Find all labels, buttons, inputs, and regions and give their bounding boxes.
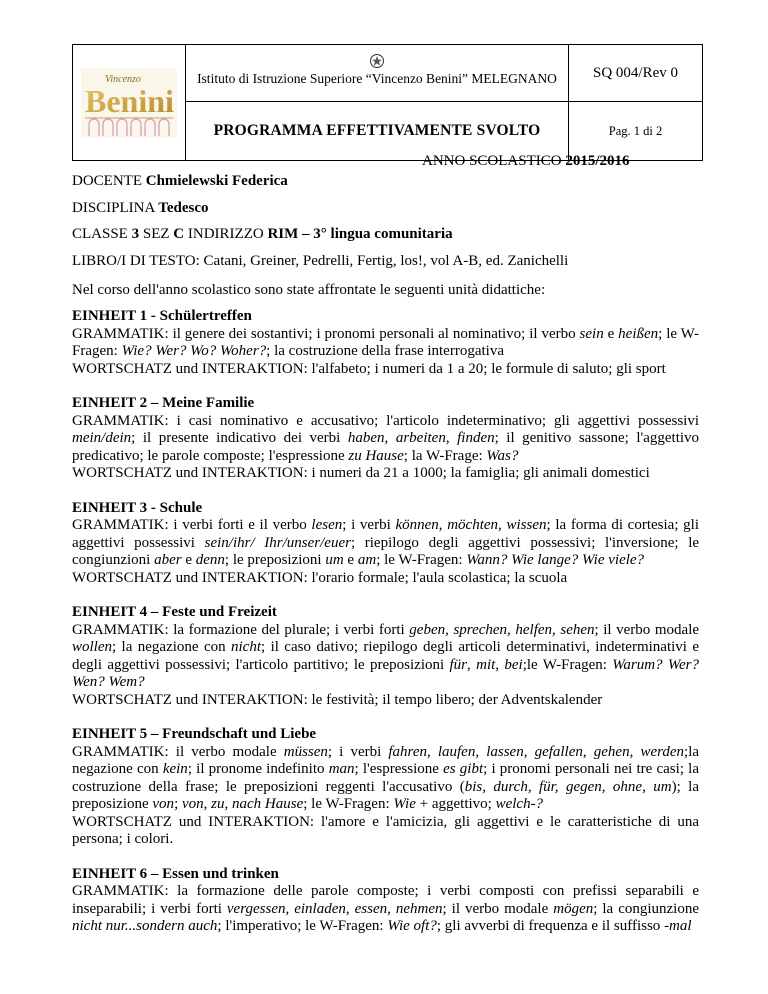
unit-grammatik: GRAMMATIK: i verbi forti e il verbo lesen; i verbi können, möchten, wissen; la forma di cortesia; gli aggettivi possessivi sein/ihr/ Ihr/unser/euer; riepilogo degli aggettivi possessivi; l'inversione; le congiunzioni aber e denn; le preposizioni um e am; le W-Fragen: Wann? Wie lange? Wie viele? bbox=[72, 517, 700, 568]
libro-line: LIBRO/I DI TESTO: Catani, Greiner, Pedrelli, Fertig, los!, vol A-B, ed. Zanichelli bbox=[72, 253, 569, 269]
unit-grammatik: GRAMMATIK: la formazione delle parole composte; i verbi composti con prefissi separabili e inseparabili; i verbi forti vergessen, einladen, essen, nehmen; il verbo modale mögen; la congiunzione nicht nur...sondern auch; l'imperativo; le W-Fragen: Wie oft?; gli avverbi di frequenza e il suffisso -mal bbox=[72, 883, 699, 934]
school-year: ANNO SCOLASTICO 2015/2016 bbox=[422, 153, 630, 169]
unit-grammatik: GRAMMATIK: il verbo modale müssen; i verbi fahren, laufen, lassen, gefallen, gehen, werden;la negazione con kein; il pronome indefinito man; l'espressione es gibt; i pronomi personali nei tre casi; la costruzione della frase; le preposizioni reggenti l'accusativo (bis, durch, für, gegen, ohne, um); la preposizione von; von, zu, nach Hause; le W-Fragen: Wie + aggettivo; welch-? bbox=[72, 743, 700, 812]
logo-cell bbox=[73, 45, 186, 161]
svg-text:Vincenzo: Vincenzo bbox=[105, 73, 141, 85]
unit-1 bbox=[72, 308, 699, 378]
unit-title: EINHEIT 1 - Schülertreffen bbox=[72, 308, 252, 324]
unit-grammatik: GRAMMATIK: i casi nominativo e accusativo; l'articolo indeterminativo; gli aggettivi possessivi mein/dein; il presente indicativo dei verbi haben, arbeiten, finden; il genitivo sassone; l'aggettivo predicativo; le parole composte; l'espressione zu Hause; la W-Frage: Was? bbox=[72, 412, 700, 464]
school-year-value: 2015/2016 bbox=[565, 153, 630, 169]
institute-name: Istituto di Istruzione Superiore “Vincenzo Benini” MELEGNANO bbox=[197, 71, 557, 87]
docente-value: Chmielewski Federica bbox=[145, 173, 288, 189]
unit-5 bbox=[72, 726, 699, 849]
disciplina-value: Tedesco bbox=[158, 200, 209, 216]
doc-code: SQ 004/Rev 0 bbox=[569, 45, 703, 102]
republic-emblem-icon bbox=[369, 53, 385, 69]
intro-line: Nel corso dell'anno scolastico sono state affrontate le seguenti unità didattiche: bbox=[72, 282, 546, 298]
unit-wortschatz: WORTSCHATZ und INTERAKTION: l'alfabeto; i numeri da 1 a 20; le formule di saluto; gli sport bbox=[72, 360, 666, 377]
unit-grammatik: GRAMMATIK: il genere dei sostantivi; i pronomi personali al nominativo; il verbo sein e heißen; le W- Fragen: Wie? Wer? Wo? Woher?; la costruzione della frase interrogativa bbox=[72, 325, 699, 359]
page-number: Pag. 1 di 2 bbox=[569, 102, 703, 161]
school-logo bbox=[81, 68, 177, 138]
unit-title: EINHEIT 3 - Schule bbox=[72, 499, 203, 516]
unit-title: EINHEIT 5 – Freundschaft und Liebe bbox=[72, 726, 317, 742]
docente-line: DOCENTE Chmielewski Federica bbox=[72, 173, 288, 189]
unit-wortschatz: WORTSCHATZ und INTERAKTION: le festività; il tempo libero; der Adventskalender bbox=[72, 691, 603, 708]
svg-text:Benini: Benini bbox=[85, 82, 174, 119]
unit-wortschatz: WORTSCHATZ und INTERAKTION: i numeri da 21 a 1000; la famiglia; gli animali domestici bbox=[72, 465, 650, 481]
doc-title: PROGRAMMA EFFETTIVAMENTE SVOLTO bbox=[186, 102, 569, 161]
unit-3 bbox=[72, 500, 699, 588]
unit-title: EINHEIT 2 – Meine Familie bbox=[72, 395, 255, 411]
institute-cell bbox=[186, 45, 569, 102]
header-table bbox=[72, 44, 703, 161]
classe-line: CLASSE 3 SEZ C INDIRIZZO RIM – 3° lingua comunitaria bbox=[72, 226, 453, 242]
unit-wortschatz: WORTSCHATZ und INTERAKTION: l'orario formale; l'aula scolastica; la scuola bbox=[72, 569, 568, 586]
unit-6 bbox=[72, 866, 699, 936]
unit-grammatik: GRAMMATIK: la formazione del plurale; i verbi forti geben, sprechen, helfen, sehen; il verbo modale wollen; la negazione con nicht; il caso dativo; riepilogo degli articoli determinativi, indeterminativi e degli aggettivi possessivi; l'articolo partitivo; le preposizioni für, mit, bei;le W-Fragen: Warum? Wer? Wen? Wem? bbox=[72, 621, 700, 690]
units-list bbox=[72, 308, 699, 953]
unit-2 bbox=[72, 395, 699, 483]
disciplina-line: DISCIPLINA Tedesco bbox=[72, 200, 209, 216]
unit-title: EINHEIT 4 – Feste und Freizeit bbox=[72, 604, 277, 620]
unit-4 bbox=[72, 604, 699, 709]
unit-title: EINHEIT 6 – Essen und trinken bbox=[72, 865, 279, 882]
unit-wortschatz: WORTSCHATZ und INTERAKTION: l'amore e l'amicizia, gli aggettivi e le caratteristiche di una persona; i colori. bbox=[72, 813, 699, 847]
benini-logo-icon bbox=[81, 68, 177, 138]
